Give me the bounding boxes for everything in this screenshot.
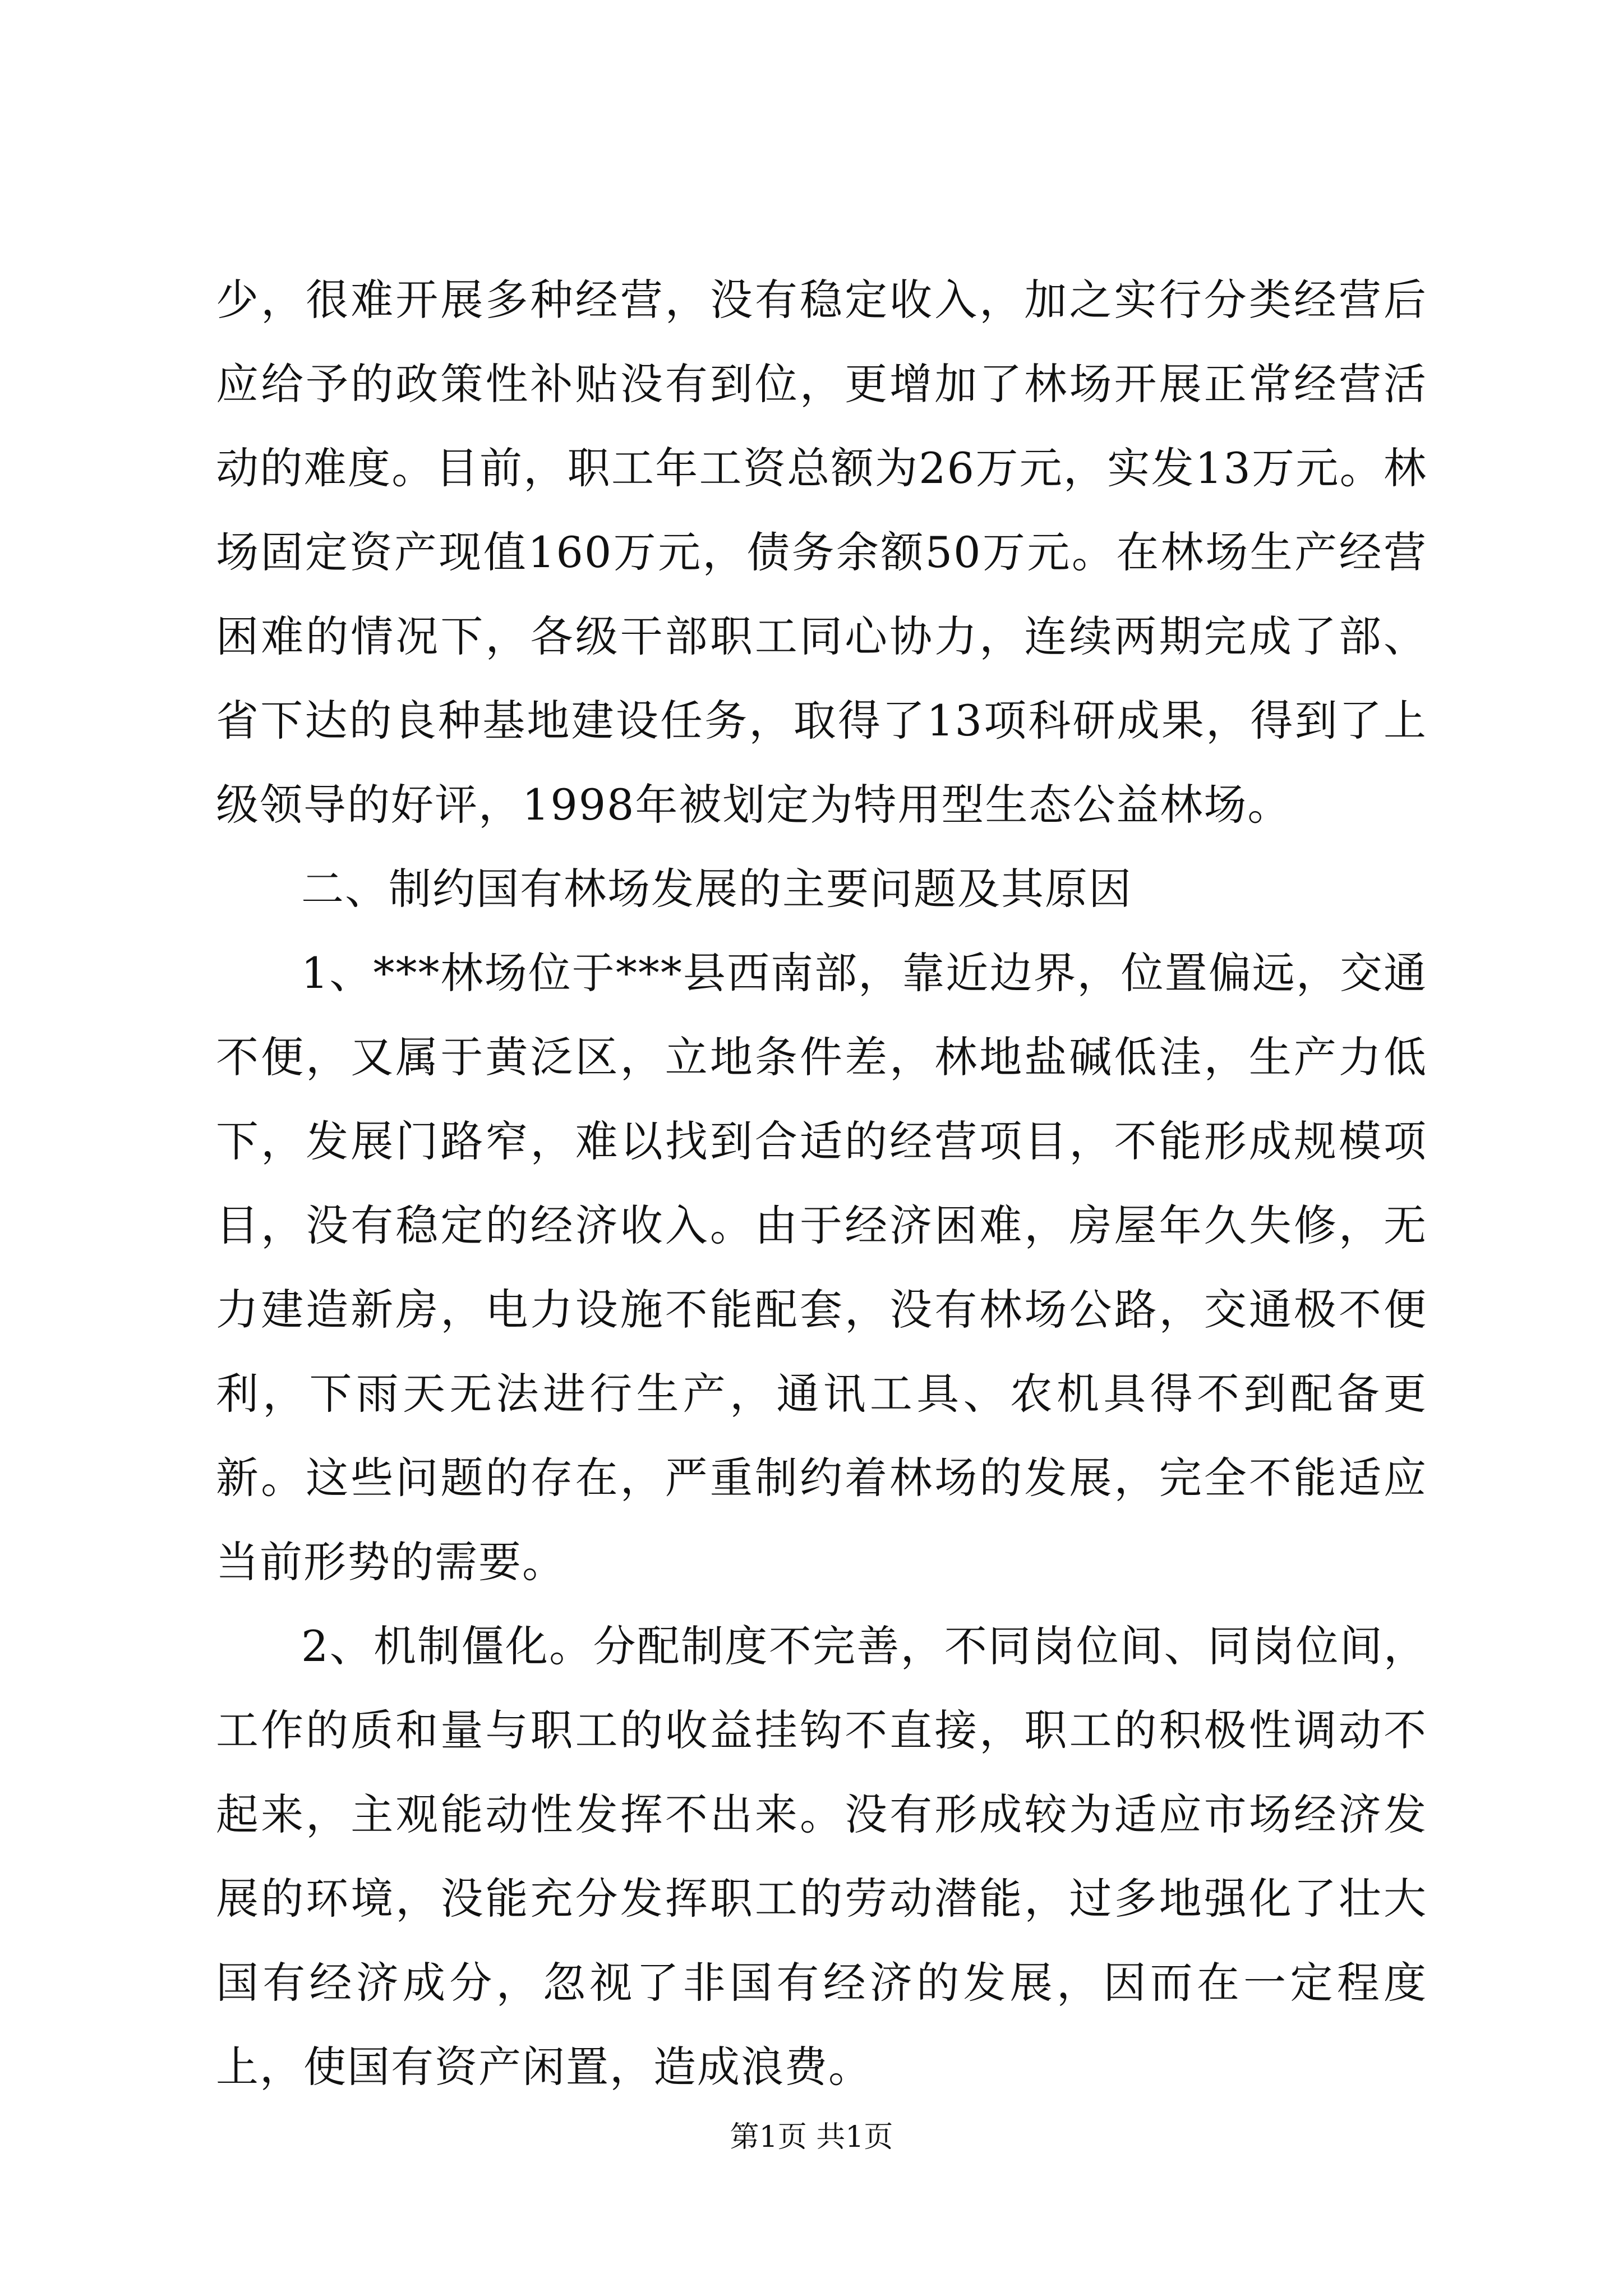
paragraph-point-2: 2、机制僵化。分配制度不完善，不同岗位间、同岗位间，工作的质和量与职工的收益挂钩不直接，职工的积极性调动不起来，主观能动性发挥不出来。没有形成较为适应市场经济发展的环境，没能充分发挥职工的劳动潜能，过多地强化了壮大国有经济成分，忽视了非国有经济的发展，因而在一定程度上，使国有资产闲置，造成浪费。 (216, 1621, 1427, 2092)
paragraph-continued: 少，很难开展多种经营，没有稳定收入，加之实行分类经营后应给予的政策性补贴没有到位，更增加了林场开展正常经营活动的难度。目前，职工年工资总额为26万元，实发13万元。林场固定资产现值160万元，债务余额50万元。在林场生产经营困难的情况下，各级干部职工同心协力，连续两期完成了部、省下达的良种基地建设任务，取得了13项科研成果，得到了上级领导的好评，1998年被划定为特用型生态公益林场。 (216, 275, 1427, 830)
paragraph-point-1: 1、***林场位于***县西南部，靠近边界，位置偏远，交通不便，又属于黄泛区，立地条件差，林地盐碱低洼，生产力低下，发展门路窄，难以找到合适的经营项目，不能形成规模项目，没有稳定的经济收入。由于经济困难，房屋年久失修，无力建造新房，电力设施不能配套，没有林场公路，交通极不便利，下雨天无法进行生产，通讯工具、农机具得不到配备更新。这些问题的存在，严重制约着林场的发展，完全不能适应当前形势的需要。 (216, 948, 1427, 1587)
section-heading: 二、制约国有林场发展的主要问题及其原因 (301, 864, 1132, 914)
document-body (216, 258, 1427, 2109)
page-footer: 第1页 共1页 (730, 2120, 893, 2154)
